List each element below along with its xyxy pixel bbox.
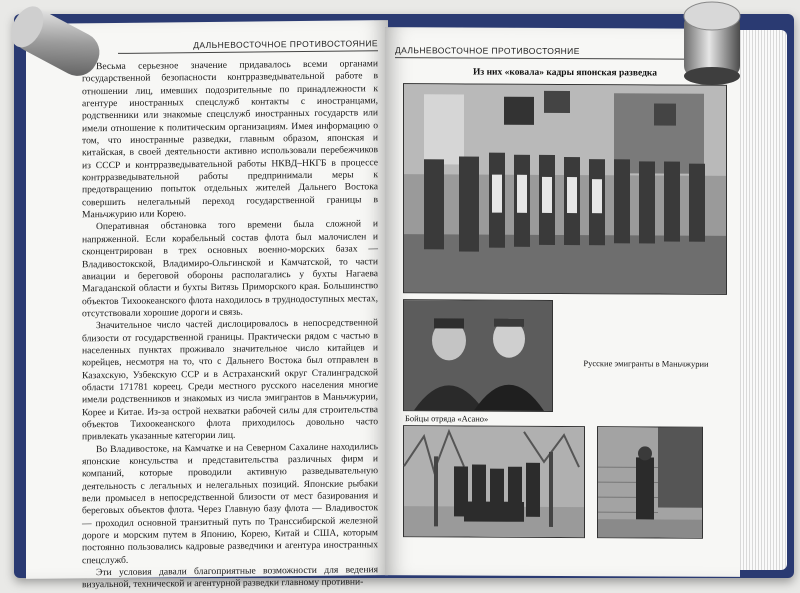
- photo-russian-emigrants: [403, 299, 553, 412]
- paragraph: Эти условия давали благоприятные возможности для ведения визуальной, технической и агентурной разведки главному противни-: [82, 564, 378, 592]
- paragraph: Весьма серьезное значение придавалось всеми органами государственной безопасности контрразведывательной работе в отношении лиц, имевших подозрительные по принадлежности к агентуре иностранных спецслужб контакты с иностранцами, родственники или знакомые спецслужб иностранных государств или имели отношение к политическим организациям. Имея информацию о том, что иностранные разведки, главным образом, японская и китайская, в своей деятельности активно использовали перебежчиков из СССР и контрразведывательной работы НКВД–НКГБ в процессе контрразведывательной работы предпринимали меры к предотвращению попыток отдельных жителей Дальнего Востока совершить нелегальный переход государственной границы в Маньчжурию или Корею.: [82, 58, 378, 222]
- caption-asano: Бойцы отряда «Асано»: [405, 413, 488, 423]
- photo-soldier-brick-wall: [597, 426, 703, 539]
- paragraph: Оперативная обстановка того времени была сложной и напряженной. Если корабельный состав флота был малочислен и сконцентрирован в трех основных военно-морских базах — Владивостокской, Владимиро-Ольгинской и Камчатской, то части авиации и береговой обороны располагались у бухты Нагаева Магаданской области и бухты Витязь Приморского края. Большинство объектов Тихоокеанского флота находилось в труднодоступных местах, отсутствовали хорошие дороги и связь.: [82, 219, 378, 321]
- left-page: [26, 20, 388, 579]
- photo-section-title: Из них «ковала» кадры японская разведка: [405, 67, 725, 79]
- photo-troops-formation: [403, 83, 727, 295]
- left-body-text: [82, 58, 378, 592]
- photo-asano-group: [403, 425, 585, 538]
- page-edges: [735, 30, 787, 570]
- running-head-left: ДАЛЬНЕВОСТОЧНОЕ ПРОТИВОСТОЯНИЕ: [118, 38, 378, 54]
- paragraph: Во Владивостоке, на Камчатке и на Северном Сахалине находились японские консульства и представительства различных фирм и компаний, которые проводили активную разведывательную деятельность с легальных и нелегальных позиций. Японские рыбаки вели промысел в непосредственной близости от мест базирования и береговых объектов флота. Через Главную базу флота — Владивосток — проходил основной транзитный путь по Транссибирской железной дороге и морским путем в Японию, Корею, Китай и США, которым постоянно пользовались кадровые разведчики и агентура иностранных спецслужб.: [82, 441, 378, 568]
- running-head-right: ДАЛЬНЕВОСТОЧНОЕ ПРОТИВОСТОЯНИЕ: [395, 45, 725, 60]
- right-page: [385, 27, 740, 577]
- paragraph: Значительное число частей дислоцировалось в непосредственной близости от государственной границы. Практически рядом с частью в населенных пунктах проживало значительное число китайцев и корейцев, несмотря на то, что с Дальнего Востока был отправлен в Казахскую, Узбекскую ССР и в Астраханский округ Сталинградской области 171781 кореец. Среди местного русского населения многие имели родственников и знакомых из числа эмигрантов в Маньчжурии, Корее и Китае. Из-за острой нехватки рабочей силы для строительства объектов Тихоокеанского флота приходилось довольно часто привлекать указанные категории лиц.: [82, 317, 378, 444]
- caption-emigrants: Русские эмигранты в Маньчжурии: [561, 358, 731, 369]
- weight-right: [678, 0, 746, 86]
- weight-left: [0, 0, 115, 90]
